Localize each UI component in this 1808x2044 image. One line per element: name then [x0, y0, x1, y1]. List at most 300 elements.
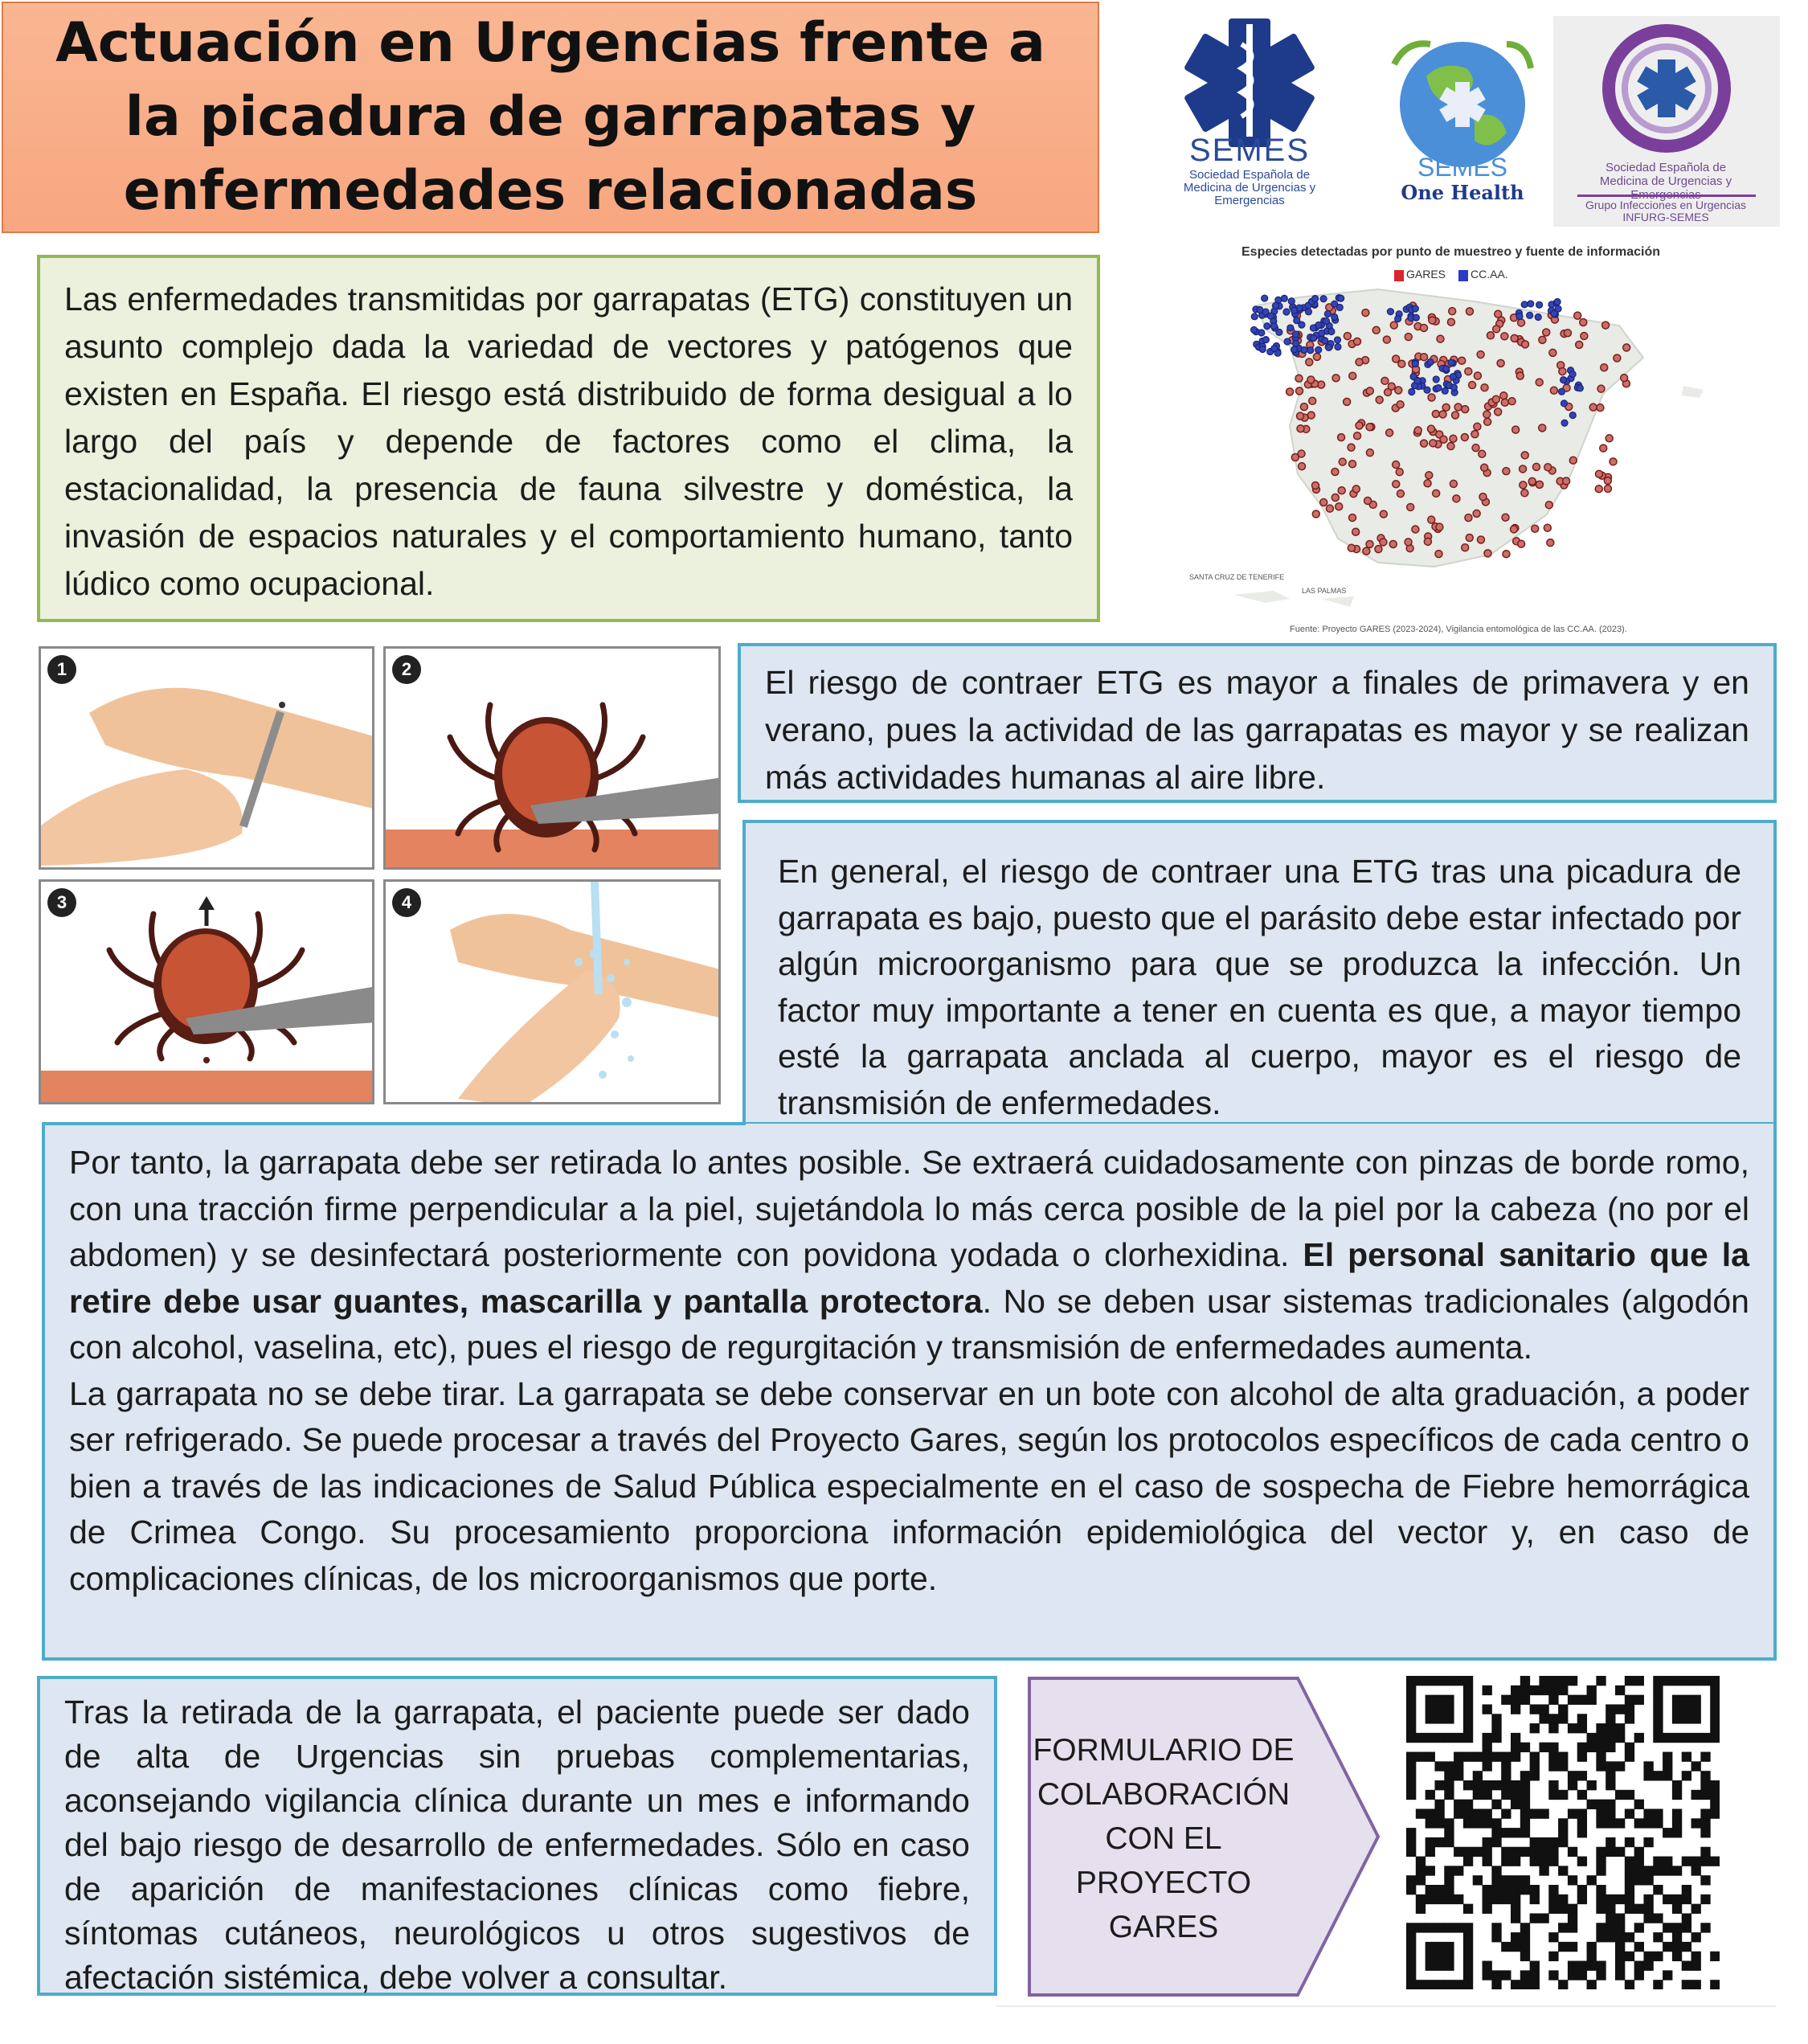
gares-point [1503, 551, 1510, 558]
map-source: Fuente: Proyecto GARES (2023-2024), Vigilancia entomológica de las CC.AA. (2023). [1290, 625, 1627, 634]
step-number-2: 2 [392, 655, 421, 684]
gares-point [1465, 514, 1472, 522]
qr-module [1596, 1808, 1606, 1818]
semes-logo-name: SEMES [1188, 133, 1311, 168]
qr-module [1511, 1695, 1520, 1705]
gares-point [1436, 523, 1443, 530]
gares-point [1521, 452, 1528, 459]
qr-module [1454, 1733, 1463, 1743]
qr-module [1615, 1942, 1625, 1952]
qr-module [1634, 1857, 1644, 1866]
qr-module [1682, 1894, 1691, 1904]
qr-module [1625, 1952, 1634, 1961]
qr-module [1539, 1857, 1548, 1866]
qr-module [1511, 1752, 1520, 1762]
gares-point [1549, 349, 1556, 356]
qr-module [1663, 1923, 1672, 1932]
qr-module [1682, 1923, 1691, 1932]
gares-point [1501, 399, 1508, 406]
qr-module [1454, 1980, 1463, 1989]
ccaa-point [1312, 295, 1319, 301]
qr-module [1434, 1942, 1444, 1952]
qr-module [1682, 1942, 1691, 1952]
qr-module [1558, 1866, 1568, 1875]
qr-module [1615, 1733, 1625, 1743]
qr-module [1463, 1714, 1473, 1723]
qr-module [1444, 1695, 1454, 1705]
qr-module [1511, 1780, 1520, 1790]
qr-module [1434, 1733, 1444, 1743]
qr-module [1625, 1904, 1634, 1914]
qr-module [1700, 1923, 1710, 1932]
qr-module [1530, 1913, 1540, 1923]
ccaa-point [1270, 323, 1277, 330]
qr-module [1501, 1847, 1511, 1857]
qr-module [1682, 1885, 1691, 1894]
qr-module [1463, 1752, 1473, 1762]
qr-module [1615, 1894, 1625, 1904]
qr-module [1548, 1837, 1558, 1847]
gares-point [1297, 425, 1304, 432]
qr-module [1454, 1761, 1463, 1771]
tick-grasped-illustration [386, 649, 721, 870]
qr-module [1483, 1885, 1492, 1894]
qr-module [1444, 1894, 1454, 1904]
qr-module [1520, 1923, 1530, 1932]
step-panel-4 [383, 879, 721, 1104]
qr-module [1473, 1875, 1483, 1885]
qr-module [1463, 1980, 1473, 1989]
qr-module [1473, 1780, 1483, 1790]
qr-module [1558, 1704, 1568, 1714]
qr-module [1539, 1913, 1548, 1923]
intro-text: Las enfermedades transmitidas por garrapatas (ETG) constituyen un asunto complejo dada la variedad de vectores y patógenos que existen en España. El riesgo está distribuido de forma desigual a lo largo del país y depende de factores como el clima, la estacionalidad, la presencia de fauna silvestre y doméstica, la invasión de espacios naturales y el comportamiento humano, tanto lúdico como ocupacional. [64, 281, 1073, 602]
gares-point [1469, 382, 1476, 389]
qr-module [1463, 1942, 1473, 1952]
qr-module [1643, 1875, 1653, 1885]
page-title: Actuación en Urgencias frente a la picadura de garrapatas y enfermedades relacionadas [55, 11, 1045, 223]
removal-text-end: . No se deben usar sistemas tradicionales (algodón con alcohol, vaselina, etc), pues el riesgo de regurgitación y transmisión de enfermedades aumenta. [69, 1282, 1749, 1366]
qr-module [1606, 1733, 1615, 1743]
gares-point [1466, 308, 1473, 315]
qr-module [1444, 1771, 1454, 1780]
qr-module [1548, 1695, 1558, 1705]
qr-module [1491, 1923, 1501, 1932]
qr-module [1491, 1970, 1501, 1980]
qr-module [1596, 1743, 1606, 1752]
qr-module [1501, 1771, 1511, 1780]
qr-module [1710, 1733, 1720, 1743]
globe-icon [1370, 20, 1555, 169]
qr-module [1416, 1980, 1426, 1989]
gares-point [1432, 410, 1439, 417]
qr-module [1558, 1686, 1568, 1695]
qr-module [1444, 1790, 1454, 1800]
qr-module [1416, 1894, 1426, 1904]
infurg-logo-line2: Grupo Infecciones en Urgencias INFURG-SEMES [1585, 199, 1746, 223]
gares-point [1604, 477, 1611, 484]
qr-module [1596, 1904, 1606, 1914]
map-label-tenerife: SANTA CRUZ DE TENERIFE [1189, 573, 1285, 581]
qr-module [1454, 1847, 1463, 1857]
ccaa-point [1301, 346, 1307, 353]
gares-point [1564, 330, 1571, 337]
qr-module [1454, 1771, 1463, 1780]
qr-module [1434, 1923, 1444, 1932]
gares-point [1393, 461, 1400, 469]
qr-module [1672, 1676, 1682, 1686]
qr-module [1426, 1866, 1435, 1875]
qr-module [1587, 1743, 1597, 1752]
gares-point [1313, 353, 1320, 360]
qr-module [1663, 1761, 1672, 1771]
qr-module [1672, 1932, 1682, 1942]
ccaa-point [1536, 301, 1543, 308]
ccaa-point [1307, 347, 1314, 354]
qr-module [1520, 1980, 1530, 1989]
ccaa-point [1335, 337, 1341, 343]
qr-module [1501, 1894, 1511, 1904]
form-arrow-line-5: GARES [1108, 1910, 1219, 1944]
gares-point [1501, 333, 1508, 340]
bottom-rule [996, 2005, 1776, 2007]
gares-point [1398, 360, 1405, 367]
qr-module [1643, 1837, 1653, 1847]
step-panel-3 [39, 879, 374, 1104]
qr-module [1568, 1771, 1577, 1780]
qr-module [1577, 1885, 1587, 1894]
qr-module [1511, 1932, 1520, 1942]
qr-module [1691, 1904, 1701, 1914]
qr-module [1615, 1923, 1625, 1932]
ccaa-point [1414, 378, 1421, 384]
qr-module [1473, 1752, 1483, 1762]
ccaa-point [1561, 400, 1567, 407]
qr-module [1501, 1752, 1511, 1762]
qr-module [1606, 1837, 1615, 1847]
gares-point [1503, 468, 1510, 475]
qr-module [1530, 1980, 1540, 1989]
gares-point [1356, 422, 1363, 429]
removal-paragraph-2: La garrapata no se debe tirar. La garrapata se debe conservar en un bote con alcohol de alta graduación, a poder ser refrigerado. Se puede procesar a través del Proyecto Gares, según los protocolos específicos de cada centro o bien a través de las indicaciones de Salud Pública especialmente en el caso de sospecha de Fiebre hemorrágica de Crimea Congo. Su procesamiento proporciona información epidemiológica del vector y, en caso de complicaciones clínicas, de los microorganismos que porte. [69, 1374, 1749, 1597]
qr-module [1406, 1828, 1416, 1837]
ccaa-point [1527, 312, 1533, 318]
qr-module [1501, 1780, 1511, 1790]
legend-swatch-ccaa [1458, 270, 1468, 281]
qr-module [1691, 1733, 1701, 1743]
qr-module [1491, 1932, 1501, 1942]
gares-point [1447, 318, 1454, 326]
qr-module [1406, 1875, 1416, 1885]
gares-point [1623, 344, 1630, 351]
qr-module [1634, 1923, 1644, 1932]
qr-module [1634, 1800, 1644, 1809]
qr-module [1710, 1790, 1720, 1800]
gares-point [1497, 359, 1504, 367]
one-health-logo-name: SEMES [1417, 153, 1508, 182]
qr-module [1700, 1818, 1710, 1828]
form-arrow-line-1: FORMULARIO DE [1033, 1733, 1295, 1768]
qr-module [1434, 1761, 1444, 1771]
qr-module [1672, 1942, 1682, 1952]
qr-module [1643, 1761, 1653, 1771]
qr-module [1444, 1885, 1454, 1894]
qr-module [1568, 1875, 1577, 1885]
qr-module [1568, 1913, 1577, 1923]
qr-module [1530, 1761, 1540, 1771]
qr-module [1682, 1704, 1691, 1714]
gares-point [1589, 403, 1597, 411]
qr-module [1587, 1733, 1597, 1743]
qr-module [1663, 1828, 1672, 1837]
qr-module [1426, 1837, 1435, 1847]
gares-point [1297, 412, 1304, 420]
gares-point [1349, 514, 1356, 522]
qr-module [1426, 1952, 1435, 1961]
ccaa-point [1293, 340, 1299, 346]
qr-module [1444, 1837, 1454, 1847]
qr-code[interactable] [1406, 1676, 1720, 1989]
qr-module [1625, 1695, 1634, 1705]
qr-module [1568, 1961, 1577, 1971]
gares-point [1437, 335, 1444, 342]
gares-point [1458, 357, 1466, 364]
gares-point [1495, 408, 1502, 416]
qr-module [1682, 1961, 1691, 1971]
qr-module [1511, 1800, 1520, 1809]
infurg-logo-line1: Sociedad Española de Medicina de Urgencias y [1599, 161, 1732, 188]
qr-module [1530, 1857, 1540, 1866]
qr-module [1406, 1695, 1416, 1705]
ccaa-point [1427, 358, 1434, 365]
qr-module [1691, 1866, 1701, 1875]
qr-module [1710, 1808, 1720, 1818]
qr-module [1577, 1818, 1587, 1828]
ccaa-point [1272, 302, 1278, 309]
gares-point [1344, 398, 1351, 405]
qr-module [1653, 1704, 1663, 1714]
qr-module [1577, 1961, 1587, 1971]
ccaa-point [1448, 359, 1454, 366]
qr-module [1491, 1818, 1501, 1828]
qr-module [1625, 1808, 1634, 1818]
qr-module [1568, 1723, 1577, 1733]
gares-point [1372, 326, 1380, 334]
qr-module [1558, 1818, 1568, 1828]
qr-module [1434, 1894, 1444, 1904]
step-panel-2 [383, 646, 721, 870]
qr-module [1625, 1743, 1634, 1752]
ccaa-point [1262, 295, 1268, 301]
qr-module [1558, 1761, 1568, 1771]
qr-module [1643, 1913, 1653, 1923]
qr-module [1511, 1704, 1520, 1714]
qr-module [1463, 1808, 1473, 1818]
gares-point [1366, 540, 1373, 547]
ccaa-point [1328, 329, 1335, 335]
form-arrow[interactable] [1027, 1676, 1381, 1997]
qr-module [1577, 1714, 1587, 1723]
gares-point [1462, 544, 1469, 551]
gares-point [1487, 332, 1494, 339]
qr-module [1596, 1733, 1606, 1743]
season-text: El riesgo de contraer ETG es mayor a finales de primavera y en verano, pues la actividad de las garrapatas es mayor y se realizan más actividades humanas al aire libre. [765, 664, 1749, 796]
qr-module [1596, 1800, 1606, 1809]
gares-point [1597, 404, 1604, 412]
qr-module [1568, 1847, 1577, 1857]
qr-module [1483, 1894, 1492, 1904]
qr-module [1511, 1857, 1520, 1866]
qr-module [1434, 1980, 1444, 1989]
gares-point [1348, 544, 1355, 551]
qr-module [1548, 1904, 1558, 1914]
qr-module [1653, 1723, 1663, 1733]
ccaa-point [1443, 366, 1450, 372]
qr-module [1406, 1733, 1416, 1743]
qr-module [1530, 1704, 1540, 1714]
qr-module [1625, 1704, 1634, 1714]
ccaa-point [1516, 313, 1523, 320]
qr-module [1426, 1980, 1435, 1989]
qr-module [1682, 1714, 1691, 1723]
qr-module [1568, 1808, 1577, 1818]
gares-point [1353, 338, 1360, 345]
qr-module [1691, 1961, 1701, 1971]
qr-module [1491, 1837, 1501, 1847]
qr-module [1434, 1961, 1444, 1971]
gares-point [1396, 469, 1403, 476]
qr-module [1625, 1885, 1634, 1894]
ccaa-point [1424, 387, 1430, 393]
gares-point [1621, 375, 1628, 382]
ccaa-point [1412, 361, 1418, 367]
qr-module [1577, 1723, 1587, 1733]
qr-module [1434, 1714, 1444, 1723]
qr-module [1416, 1866, 1426, 1875]
gares-point [1376, 396, 1383, 403]
qr-module [1615, 1970, 1625, 1980]
gares-point [1366, 387, 1373, 395]
gares-point [1595, 485, 1602, 493]
gares-point [1430, 440, 1437, 447]
gares-point [1454, 403, 1462, 411]
qr-module [1511, 1885, 1520, 1894]
gares-point [1428, 394, 1435, 401]
qr-module [1530, 1808, 1540, 1818]
qr-module [1548, 1847, 1558, 1857]
gares-point [1569, 457, 1577, 464]
gares-point [1364, 497, 1372, 504]
qr-module [1548, 1790, 1558, 1800]
qr-module [1548, 1723, 1558, 1733]
qr-module [1473, 1771, 1483, 1780]
qr-module [1511, 1847, 1520, 1857]
season-box [738, 643, 1777, 803]
removal-text-bold: El personal sanitario que la retire debe usar guantes, mascarilla y pantalla protectora [69, 1236, 1749, 1320]
qr-module [1444, 1961, 1454, 1971]
qr-module [1606, 1723, 1615, 1733]
qr-module [1501, 1808, 1511, 1818]
gares-point [1386, 429, 1393, 436]
ccaa-point [1251, 313, 1258, 320]
qr-module [1406, 1970, 1416, 1980]
qr-module [1700, 1857, 1710, 1866]
one-health-logo [1370, 20, 1555, 205]
gares-point [1383, 336, 1390, 343]
qr-module [1416, 1923, 1426, 1932]
qr-module [1444, 1875, 1454, 1885]
qr-module [1606, 1904, 1615, 1914]
qr-module [1577, 1743, 1587, 1752]
risk-box [742, 820, 1777, 1125]
gares-point [1474, 423, 1481, 430]
qr-module [1615, 1686, 1625, 1695]
qr-module [1700, 1894, 1710, 1904]
gares-point [1450, 435, 1457, 442]
qr-module [1491, 1723, 1501, 1733]
gares-point [1349, 372, 1356, 379]
qr-module [1596, 1885, 1606, 1894]
qr-module [1520, 1970, 1530, 1980]
ccaa-point [1283, 309, 1290, 315]
qr-module [1663, 1771, 1672, 1780]
qr-module [1520, 1932, 1530, 1942]
qr-module [1587, 1695, 1597, 1705]
form-arrow-label [1031, 1728, 1296, 1949]
qr-module [1653, 1932, 1663, 1942]
qr-module [1483, 1761, 1492, 1771]
ccaa-point [1395, 316, 1401, 322]
gares-point [1600, 444, 1607, 452]
qr-module [1596, 1857, 1606, 1866]
qr-module [1520, 1676, 1530, 1686]
qr-module [1615, 1932, 1625, 1942]
qr-module [1558, 1923, 1568, 1932]
hand-tweezers-illustration [41, 649, 374, 870]
ccaa-point [1305, 309, 1311, 315]
qr-module [1520, 1875, 1530, 1885]
qr-module [1606, 1847, 1615, 1857]
gares-point [1544, 464, 1552, 471]
qr-module [1615, 1704, 1625, 1714]
ccaa-point [1551, 310, 1557, 317]
qr-module [1473, 1847, 1483, 1857]
qr-module [1426, 1923, 1435, 1932]
qr-module [1691, 1857, 1701, 1866]
qr-module [1625, 1980, 1634, 1989]
qr-module [1426, 1961, 1435, 1971]
ccaa-point [1271, 346, 1278, 352]
qr-module [1625, 1837, 1634, 1847]
qr-module [1426, 1847, 1435, 1857]
gares-point [1479, 450, 1486, 457]
qr-module [1625, 1932, 1634, 1942]
gares-point [1433, 489, 1440, 497]
qr-module [1454, 1894, 1463, 1904]
ccaa-point [1412, 305, 1418, 312]
qr-module [1444, 1828, 1454, 1837]
qr-module [1710, 1857, 1720, 1866]
gares-point [1320, 499, 1327, 506]
qr-module [1530, 1961, 1540, 1971]
qr-module [1416, 1733, 1426, 1743]
qr-module [1406, 1676, 1416, 1686]
qr-module [1491, 1885, 1501, 1894]
qr-module [1663, 1752, 1672, 1762]
qr-module [1434, 1818, 1444, 1828]
qr-module [1672, 1733, 1682, 1743]
qr-module [1483, 1790, 1492, 1800]
